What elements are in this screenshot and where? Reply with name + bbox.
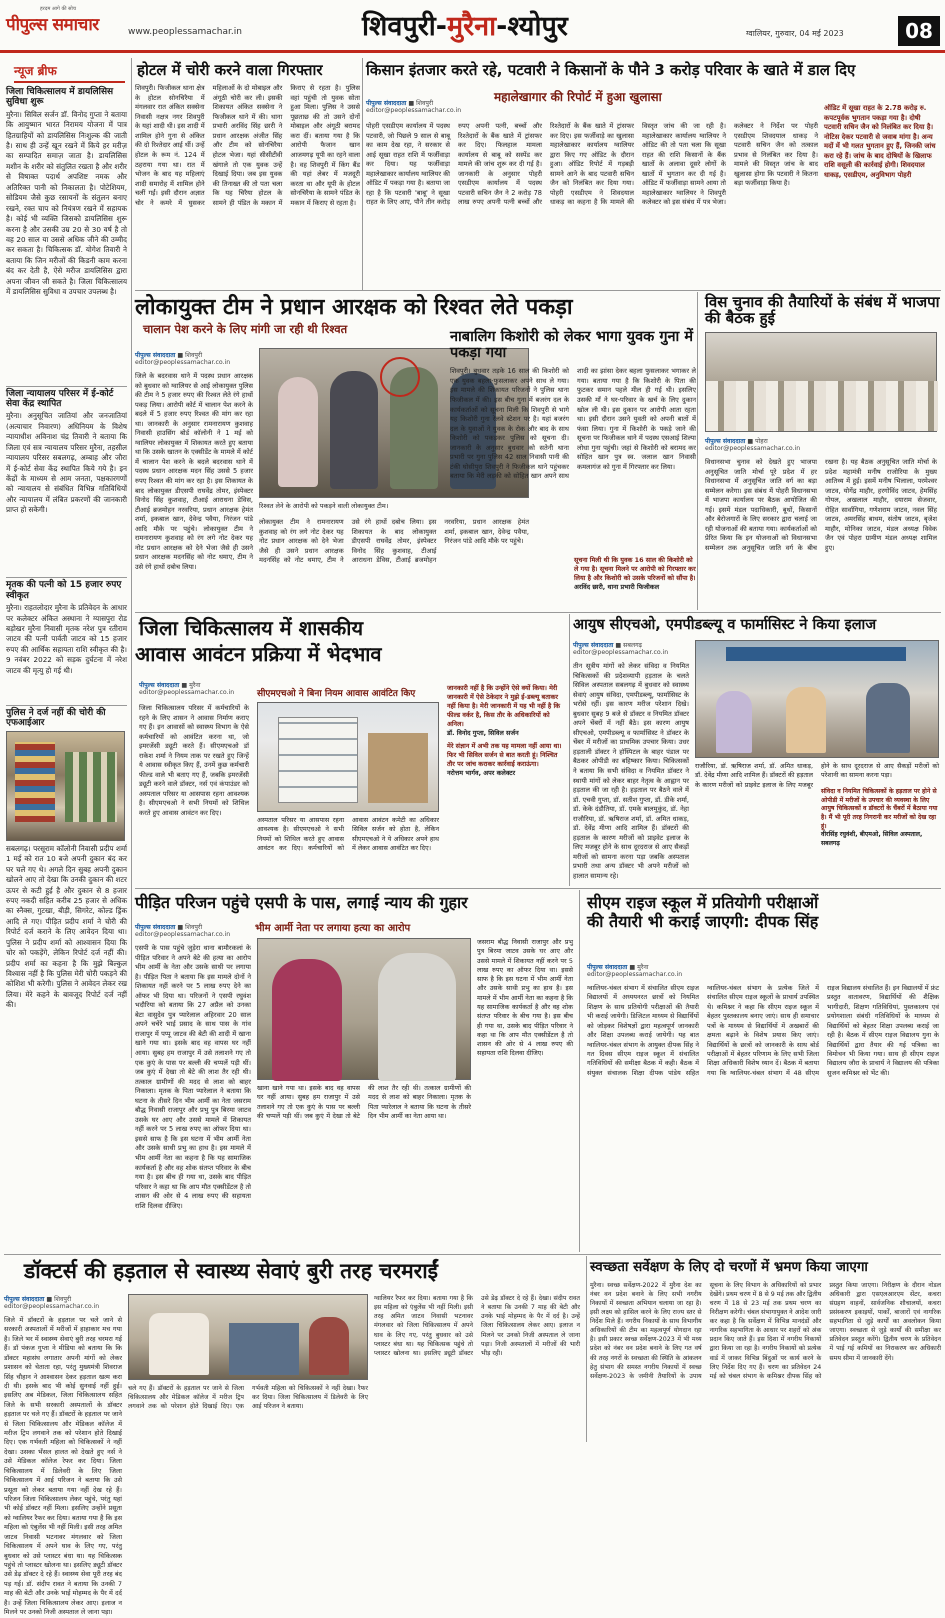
byline-label: पीपुल्स संवाददाता xyxy=(573,642,614,649)
logo-text: पीपुल्स समाचार xyxy=(6,15,99,35)
story-body-cont2: जसराम बौद्ध निवासी राजापुर और प्रभु पुत्र बिरमा जाटव उसके घर आए और उससे मामले में शिकायत नहीं करने पर 5 लाख रुपए का ऑफर दिया था। इससे साफ है कि इस घटना में भीम आर्मी नेता और उसके साथी प्रभु का हाथ है। इस मामले में भीम आर्मी नेता का कहना है कि यह सामाजिक कार्यकर्ता है और वह शोक संतप्त परिवार के बीच गया है। इस बीच ही गया था, उसके बाद पीड़ित परिवार ने कहा था कि आप मौत एक्सीडेंटल है तो शासन की ओर से 4 लाख रुपए की सहायता राशि दिलवा दीजिए। xyxy=(477,938,573,1058)
byline: पीपुल्स संवाददाता ■ मुरैना editor@peoplessamachar.co.in xyxy=(139,682,235,696)
logo xyxy=(6,6,126,46)
story-body: ग्वालियर-चंबल संभाग में संचालित सीएम राइज विद्यालयों में अध्ययनरत छात्रों को नियमित शिक्षण के साथ प्रतियोगी परीक्षाओं की तैयारी भी कराई जायेगी। डिजिटल माध्यम से विद्यार्थियों को जोड़कर विशेषज्ञों द्वारा महत्वपूर्ण जानकारी और शिक्षा उपलब्ध कराई जायेगी। यह बात ग्वालियर-चंबल संभाग के आयुक्त दीपक सिंह ने गत दिवस सीएम राइज स्कूल में संचालित गतिविधियों की समीक्षा बैठक में कही। बैठक में संयुक्त संचालक शिक्षा दीपक पांडेय सहित ग्वालियर-चंबल संभाग के प्रत्येक जिले में संचालित सीएम राइज स्कूलों के प्राचार्य उपस्थित थे। कमिश्नर ने कहा कि सीएम राइज स्कूल में बेहतर पुस्तकालय बनाए जाएं। साथ ही समाचार पत्रों के माध्यम से विद्यार्थियों में अखबारों की क्षमता बढ़ाने के विशेष प्रयास किए जाएं। विद्यार्थियों के छात्रों को जानकारी के साथ बोर्ड परीक्षाओं में बेहतर परिणाम के लिए सभी जिला शिक्षा अधिकारी विशेष ध्यान दें। बैठक में बताया गया कि ग्वालियर-चंबल संभाग में 48 सीएम राइज विद्यालय संचालित हैं। इन विद्यालयों में फ्रंट प्रस्तुत वातावरण, विद्यार्थियों की शैक्षिक भागीदारी, शिक्षण गतिविधियां, पुस्तकालय एवं प्रयोगशाला संबंधी गतिविधियों के माध्यम से विद्यार्थियों को बेहतर शिक्षा उपलब्ध कराई जा रही है। बैठक में सीएम राइज विद्यालय गुना के विद्यार्थियों द्वारा तैयार की गई पत्रिका का विमोचन भी किया गया। साथ ही सीएम राइज विद्यालय जौरा के प्राचार्य ने विद्यालय की पत्रिका सुजन कमिश्नर को भेंट की। xyxy=(587,984,939,1077)
headline: विस चुनाव की तैयारियों के संबंध में भाजपा की बैठक हुई xyxy=(705,293,940,328)
brief-item-title: जिला न्यायालय परिसर में ई-कोर्ट सेवा केंद्र स्थापित xyxy=(6,388,114,410)
story-cmrise xyxy=(583,890,941,1252)
story-body: एसपी के पास पहुंचे जुड़ेरा थाना बामौरकलां के पीड़ित परिवार ने अपने बेटे की हत्या का आरोप भीम आर्मी के नेता और उसके साथी पर लगाया है। पीड़ित पिता ने बताया कि इस मामले दोनों ने शिकायत नहीं करने पर 5 लाख रुपए देने का ऑफर भी दिया था। परिजनों ने एसपी रघुवंश भदौरिया को बताया कि 27 अप्रैल को उनका बेटा वासुदेव पुत्र प्यारेलाल अहिरवार 20 साल अपने चचेरे भाई प्रसाद के साथ पास के गांव राजापुर में पप्पू जाटव की बेटी की शादी में खाना खाने गया था। इसके बाद वह वापस घर नहीं आया। सुबह हम राजापुर में उसे तलाशने गए तो एक कुएं के पास पर बल्ली की चप्पलें पड़ी थीं। जब कुएं में देखा तो बेटे की लाश तैर रही थी। तत्काल ग्रामीणों की मदद से लाश को बाहर निकाला। मृतक के पिता प्यारेलाल ने बताया कि घटना के तीसरे दिन भीम आर्मी का नेता जसराम बौद्ध निवासी राजापुर और प्रभु पुत्र बिरमा जाटव उसके घर आए और उससे मामले में शिकायत नहीं करने पर 5 लाख रुपए का ऑफर दिया था। इससे साफ है कि इस घटना में भीम आर्मी नेता और उसके साथी प्रभु का हाथ है। इस मामले में भीम आर्मी नेता का कहना है कि यह सामाजिक कार्यकर्ता है और वह शोक संतप्त परिवार के बीच गया है। इस बीच ही गया था, उसके बाद पीड़ित परिवार ने कहा था कि आप मौत एक्सीडेंटल है तो शासन की ओर से 4 लाख रुपए की सहायता राशि दिलवा दीजिए। xyxy=(135,944,251,1210)
story-body-cont: चले गए हैं। डॉक्टरों के हड़ताल पर जाने से जिला चिकित्सालय और मेडिकल कॉलेज में मरीज ट्रिप लगवाने तक को परेशान होते दिखाई दिए। एक गर्भवती महिला को चिकित्सकों ने नहीं देखा। रैफर कर दिया। जिला चिकित्सालय में डिलेवरी के लिए आई परिजन ने बताया। xyxy=(128,1385,368,1411)
byline: पीपुल्स संवाददाता ■ सबलगढ़ editor@peoplessamachar.co.in xyxy=(573,642,669,656)
story-swachhata xyxy=(590,1256,941,1442)
headline: आयुष सीएचओ, एमपीडब्ल्यू व फार्मासिस्ट ने किया इलाज xyxy=(573,617,877,633)
byline-label: पीपुल्स संवाददाता xyxy=(139,682,180,689)
byline-label: पीपुल्स संवाददाता xyxy=(135,924,176,931)
website: www.peoplessamachar.in xyxy=(128,27,242,37)
column-rule xyxy=(697,292,698,610)
byline-label: पीपुल्स संवाददाता xyxy=(135,352,176,359)
byline-label: पीपुल्स संवाददाता xyxy=(4,1296,45,1303)
callout-sign: अरविंद छारी, थाना प्रभारी फिजीकल xyxy=(574,582,660,591)
brief-item-title: जिला चिकित्सालय में डायलिसिस सुविधा शुरू xyxy=(6,87,114,108)
ayush-hospital-photo xyxy=(695,640,939,758)
story-body-cont: खाना खाने गया था। इसके बाद वह वापस घर नहीं आया। सुबह हम राजापुर में उसे तलाशने गए तो एक कुएं के पास पर बल्ली की चप्पलें पड़ी थीं। जब कुएं में देखा तो बेटे की लाश तैर रही थी। तत्काल ग्रामीणों की मदद से लाश को बाहर निकाला। मृतक के पिता प्यारेलाल ने बताया कि घटना के तीसरे दिन भीम आर्मी का नेता आया था। xyxy=(257,1084,471,1120)
byline-email: editor@peoplessamachar.co.in xyxy=(587,971,683,978)
news-brief-label: न्यूज ब्रीफ xyxy=(14,62,125,83)
story-ayush xyxy=(573,614,941,886)
callout xyxy=(447,742,567,778)
masthead xyxy=(0,0,945,56)
callout-sign: डॉ. विनोद गुप्ता, सिविल सर्जन xyxy=(447,728,519,737)
headline: लोकायुक्त टीम ने प्रधान आरक्षक को रिश्वत लेते पकड़ा xyxy=(135,295,573,320)
byline-label: पीपुल्स संवाददाता xyxy=(366,100,407,107)
bjp-meeting-photo xyxy=(705,332,937,432)
byline-email: editor@peoplessamachar.co.in xyxy=(135,931,231,938)
byline-email: editor@peoplessamachar.co.in xyxy=(139,689,235,696)
byline-email: editor@peoplessamachar.co.in xyxy=(366,107,462,114)
date-line: ग्वालियर, गुरुवार, 04 मई 2023 xyxy=(746,29,844,38)
byline-place: मुरैना xyxy=(637,964,649,971)
headline: स्वच्छता सर्वेक्षण के लिए दो चरणों में भ्रमण किया जाएगा xyxy=(590,1259,868,1275)
subheadline: महालेखागार की रिपोर्ट में हुआ खुलासा xyxy=(494,90,662,104)
section-rule xyxy=(135,290,941,291)
story-patwari xyxy=(366,58,942,290)
brief-item xyxy=(6,705,127,1044)
section-rule xyxy=(135,612,941,613)
headline: पीड़ित परिजन पहुंचे एसपी के पास, लगाई न्याय की गुहार xyxy=(135,893,468,912)
story-body-cont: लोकायुक्त टीम ने रामनारायण कुशवाह को रंग लगे नोट देकर यह नोट प्रधान आरक्षक को देने भेजा जैसे ही उसने प्रधान आरक्षक मदनसिंह को नोट थमाए, टीम ने उसे रंगे हाथों दबोच लिया। इस शिकायत के बाद लोकायुक्त डीएसपी राघवेंद्र तोमर, इंस्पेक्टर विनोद सिंह कुशवाह, टीआई आराधना डेविस, टीआई ब्रजमोहन नरवरिया, प्रधान आरक्षक हेमंत शर्मा, इकबाल खान, देवेन्द्र पवैया, निरंजन पांडे आदि मौके पर पहुंचे। xyxy=(259,518,529,565)
brief-item-body: मुरैना। सिविल सर्जन डॉ. विनोद गुप्ता ने बताया कि आयुष्मान भारत निरामय योजना में पात्र हितग्राहियों को डायलिसिस निःशुल्क की जाती है। साथ ही उन्हें खून रखने में किये हर मरीज़ का सम्पादित समाज़ जाता है। डायलिसिस मशीन के शरीर को संतुलित रखता है और शरीर से विषाक्त पदार्थ अपशिष्ट नमक और अतिरिक्त पानी को निकालता है। पोटेशियम, सोडियम जैसे कुछ रसायनों के संतुलन बनाए रखने, रक्त चाप को नियंत्रण रखने में सहायक है। कोई भी व्यक्ति जिसको डायलिसिस शुरू करना है और उसकी उम्र 20 से 30 वर्ष है तो वह 20 साल या उससे अधिक जीने की उम्मीद कर सकता है। चिकित्सक डॉ. योगेश तिवारी ने बताया कि जिन मरीजों की किडनी काम करना बंद कर देती है, ऐसे मरीज डायलिसिस द्वारा अपना जीवन जी सकते है। जिला चिकित्सालय में डायलिसिस सुविधा व उपचार उपलब्ध है। xyxy=(6,109,127,297)
brief-item-title: मृतक की पत्नी को 15 हजार रुपए स्वीकृत xyxy=(6,580,122,601)
headline: नाबालिग किशोरी को लेकर भागा युवक गुना में पकड़ा गया xyxy=(450,329,694,361)
doctors-hospital-photo xyxy=(128,1294,368,1380)
story-nabalig xyxy=(450,330,696,610)
section-title-part2: मुरैना xyxy=(446,11,497,42)
byline: पीपुल्स संवाददाता ■ पोहरा editor@peoplessamachar.co.in xyxy=(705,438,801,452)
byline-email: editor@peoplessamachar.co.in xyxy=(705,445,801,452)
byline-label: पीपुल्स संवाददाता xyxy=(587,964,628,971)
photo-caption: रिश्वत लेने के आरोपी को पकड़ने वाली लोकायुक्त टीम। xyxy=(259,502,389,510)
section-title-part3: -श्योपुर xyxy=(496,11,568,42)
brief-item-body: मुरैना। अनुसूचित जातियां और जनजातियां (अत्याचार निवारण) अधिनियम के विशेष न्यायाधीश अविनाश चंद्र तिवारी ने बताया कि जिला एवं सत्र न्यायालय परिसर मुरैना, तहसील न्यायालय परिसर सबलगढ़, अम्बाह और जौरा में ई-कोर्ट सेवा केंद्र स्थापित किये गये है। इन केंद्रों के माध्यम से आम जनता, पक्षकारगणों को न्यायालय से संबंधित विभिन्न गतिविधियों और न्यायालय में लंबित प्रकरणों की जानकारी प्राप्त हो सकेगी। xyxy=(6,411,127,515)
headline-line2: की तैयारी भी कराई जाएगी: दीपक सिंह xyxy=(587,912,819,932)
byline-place: सबलगढ़ xyxy=(623,642,643,649)
callout-text: जानकारी नहीं है कि उन्होंने ऐसे क्यों किया। मेरी जानकारी में ऐसे ठेकेदार ने मुझे ई-डब्ल्यू बताकर नहीं किया है। मेरी जानकारी में यह भी नहीं है कि फील्ड वर्कर है, किस तौर के अधिकारियों को अनिल। xyxy=(447,684,561,728)
headline: किसान इंतजार करते रहे, पटवारी ने किसानों के पौने 3 करोड़ परिवार के खाते में डाल दिए xyxy=(366,61,856,79)
byline-place: शिवपुरी xyxy=(185,352,203,359)
masthead-rule xyxy=(0,50,945,53)
byline-email: editor@peoplessamachar.co.in xyxy=(135,359,231,366)
column-rule xyxy=(579,890,580,1252)
awas-building-photo xyxy=(257,702,439,812)
awas-callouts xyxy=(447,684,567,884)
byline-place: मुरैना xyxy=(189,682,201,689)
byline-email: editor@peoplessamachar.co.in xyxy=(573,649,669,656)
byline: पीपुल्स संवाददाता ■ शिवपुरी editor@peoplessamachar.co.in xyxy=(4,1296,100,1310)
story-body: जिला चिकित्सालय परिसर में कर्मचारियों के रहने के लिए शासन ने आवास निर्माण कराए गए हैं। इन आवासों को स्वास्थ्य विभाग के ऐसे कर्मचारियों को आवंटित करना था, जो इमरजेंसी ड्यूटी करते हैं। सीएमएचओ डॉ राकेश शर्मा ने नियम ताक पर रखते हुए जिन्हें ये आवास स्वीकृत किए हैं, उनमें कुछ कर्मचारी फील्ड वाले भी बताए गए हैं, जबकि इमरजेंसी ड्यूटी करने वाले डॉक्टर, नर्स एवं कंपाउंडर को अस्पताल परिसर या आसपास रहना आवश्यक है। सीएमएचओ ने सभी नियमों को शिथिल करते हुए आवास आवंटन कर दिए। xyxy=(139,704,249,818)
callout xyxy=(574,556,696,592)
peedit-family-photo xyxy=(257,938,471,1080)
section-rule xyxy=(135,888,941,889)
byline-email: editor@peoplessamachar.co.in xyxy=(4,1303,100,1310)
news-brief xyxy=(4,58,129,1058)
story-hotel xyxy=(135,58,360,290)
shop-theft-photo xyxy=(6,731,125,841)
story-body: शिवपुरी। फिजीकल थाना क्षेत्र के होटल सोनचिरैया में मंगलवार रात अंकित सक्सेना निवासी नक्षत्र नगर शिवपुरी के यहां शादी थी। इस शादी में शामिल होने गुना से अंकित की दो रिश्तेदार आई थीं। उन्हें होटल के रूम नं. 124 में ठहराया गया था। रात में भोजन के बाद यह महिलाएं शादी समारोह में शामिल होने चलीं गईं। इसी दौरान अज्ञात चोर ने कमरे में घुसकर महिलाओं के दो मोबाइल और अंगूठी चोरी कर ली। इसकी शिकायत अंकित सक्सेना ने फिजीकल थाने में की। थाना प्रभारी अरविंद सिंह छारी ने प्रधान आरक्षक अंजीत सिंह और टीम को सोनचिरैया होटल भेजा। यहां सीसीटीवी खंगाले तो एक युवक उन्हें दिखाई दिया। जब इस युवक की तिनाख्त की तो पता चला कि यह चिरैया होटल के सामने ही पंडित के मकान में किराए से रहता है। पुलिस वहां पहुंची तो युवक सोता हुआ मिला। पुलिस ने उससे पूछताछ की तो उसने दोनों मोबाइल और अंगूठी बरामद करा दीं। बताया गया है कि आरोपी फैजान खान आजमगढ़ यूपी का रहने वाला है। वह शिवपुरी में किंग बैंड की यहां लेबर में मजदूरी करता था और यूपी के होटल सोनचिरैया के सामने पंडित के मकान में किराए से रहता है। xyxy=(135,84,360,207)
subheadline: भीम आर्मी नेता पर लगाया हत्या का आरोप xyxy=(255,923,411,934)
headline-line2: आवास आवंटन प्रक्रिया में भेदभाव xyxy=(135,641,382,666)
headline: डॉक्टर्स की हड़ताल से स्वास्थ्य सेवाएं बुरी तरह चरमराईं xyxy=(24,1259,438,1283)
column-rule xyxy=(362,58,363,290)
story-body-cont: अस्पताल परिसर या आसपास रहना आवश्यक है। सीएमएचओ ने सभी नियमों को शिथिल करते हुए आवास आवंटन कर दिए। कर्मचारियों को आवास आवंटन कमेटी का अधिकार सिविल सर्जन को होता है, लेकिन सीएमएचओ ने ये अधिकार अपने हाथ में लेकर आवास आवंटित कर दिए। xyxy=(257,816,439,852)
story-awas xyxy=(135,614,445,886)
callout-sign: नरोत्तम भार्गव, अपर कलेक्टर xyxy=(447,768,516,777)
byline-place: शिवपुरी xyxy=(416,100,434,107)
subheadline: सीएमएचओ ने बिना नियम आवास आवंटित किए xyxy=(257,689,416,699)
byline-place: पोहरा xyxy=(755,438,768,445)
subheadline: चालान पेश करने के लिए मांगी जा रही थी रिश्वत xyxy=(143,321,348,336)
brief-item-title: पुलिस ने दर्ज नहीं की चोरी की एफआईआर xyxy=(6,708,106,729)
byline: पीपुल्स संवाददाता ■ शिवपुरी editor@peoplessamachar.co.in xyxy=(135,924,231,938)
logo-tagline: हरदम आगे की सोच xyxy=(40,6,77,12)
story-body: मुरैना। स्वच्छ सर्वेक्षण-2022 में मुरैना देश का नंबर वन प्रदेश बनाने के लिए सभी नगरीय निकायों में स्वच्छता अभियान चलाया जा रहा है। इसी लक्ष्य को हासिल करने के लिए राज्य स्तर से निर्देश मिले हैं। नगरीय निकायों के साथ विभागीय अधिकारियों की टीम का महत्वपूर्ण योगदान रहा है। इसी प्रकार स्वच्छ सर्वेक्षण-2023 में भी मध्य प्रदेश को नंबर वन प्रदेश बनाने के लिए गत वर्ष की तरह नगरों के स्वच्छता की स्थिति के आंकलन हेतु संभाग की समस्त नगरीय निकायों में स्वच्छ सर्वेक्षण-2023 के जमीनी तैयारियों के उपाय सूचना के लिए विभाग के अधिकारियों को प्रभार देखेंगे। प्रथम चरण में 8 से 9 मई तक और द्वितीय चरण में 18 से 23 मई तक प्रथम चरण का निरीक्षण करेगी। चंबल संभागायुक्त ने आदेश जारी कर कहा है कि सर्वेक्षण में विभिन्न मानदंडों और नागरिक सहभागिता के आधार पर शहरों को अंक प्रदान किए जाते हैं। इस दिशा में नगरीय निकायों द्वारा किया जा रहा है। नगरीय निकायों को प्रत्येक वार्ड में जाकर विभिन्न बिंदुओं पर कार्य करने के लिए निर्देश दिए गए हैं। चरण का प्रतिवेदन 24 मई को चंबल संभाग के कमिश्नर दीपक सिंह को प्रस्तुत किया जाएगा। निरीक्षण के दौरान नोडल अधिकारी द्वारा एसएलआरएम सेंटर, कचरा संग्रहण वाहनों, सार्वजनिक शौचालयों, कचरा प्रसंस्करण इकाइयों, पार्कों, बाजारों एवं नागरिक सहभागिता से जुड़े कार्यों का अवलोकन किया जाएगा। स्वच्छता से जुड़े कार्यों की समीक्षा कर प्रतिवेदन प्रस्तुत करेंगे। द्वितीय चरण के प्रतिवेदन में पाई गई कमियों का निराकरण कर अधिकारी समय सीमा में जानकारी देंगे। xyxy=(590,1281,941,1380)
story-peedit xyxy=(135,890,575,1252)
callout-text: संविदा व नियमित चिकित्सकों के हड़ताल पर होने से ओपीडी में मरीजों के उपचार की व्यवस्था के लिए आयुष चिकित्सकों व डॉक्टरों के चैंबरों में बैठाया गया है। मैं भी पूरी तरह निगरानी कर मरीजों को देख रहा हूं। xyxy=(821,788,938,830)
headline-line1: सीएम राइज स्कूल में प्रतियोगी परीक्षाओं xyxy=(587,893,819,912)
callout-sign: वीरसिंह रघुवंशी, बीएमओ, सिविल अस्पताल, सबलगढ़ xyxy=(821,831,923,848)
callout xyxy=(447,684,567,738)
headline-line1: जिला चिकित्सालय में शासकीय xyxy=(139,616,364,640)
story-body-col1: जिले के बदरवास थाने में पदस्थ प्रधान आरक्षक को बुधवार को ग्वालियर से आई लोकायुक्त पुलिस की टीम ने 5 हजार रुपए की रिश्वत लेते रंगे हाथों पकड़ लिया। आरोपी कोर्ट में चालान पेश करने के बदले में 5 हजार रुपए रिश्वत की मांग कर रहा था। जानकारी के अनुसार रामनारायण कुशवाह निवासी हाउसिंग बोर्ड कॉलोनी ने 1 मई को ग्वालियर लोकायुक्त में शिकायत करते हुए बताया था कि उसके खातन के एक्सीडेंट के मामले में कोर्ट में चालान पेश करने के बदले बदरवास थाने में पदस्थ प्रधान आरक्षक मदन सिंह उससे 5 हजार रुपए रिश्वत की मांग कर रहा है। इस शिकायत के बाद लोकायुक्त डीएसपी राघवेंद्र तोमर, इंस्पेक्टर विनोद सिंह कुशवाह, टीआई आराधना डेविस, टीआई ब्रजमोहन नरवरिया, प्रधान आरक्षक हेमंत शर्मा, इकबाल खान, देवेन्द्र पवैया, निरंजन पांडे आदि मौके पर पहुंचे। लोकायुक्त टीम ने रामनारायण कुशवाह को रंग लगे नोट देकर यह नोट प्रधान आरक्षक को देने भेजा जैसे ही उसने प्रधान आरक्षक मदनसिंह को नोट थमाए, टीम ने उसे रंगे हाथों दबोच लिया। xyxy=(135,372,253,571)
story-body: तीन सूत्रीय मांगों को लेकर संविदा व नियमित चिकित्सकों की प्रदेशव्यापी हड़ताल के चलते सिविल अस्पताल सबलगढ़ में बुधवार को स्वास्थ्य सेवाएं आयुष संविदा, एमपीडब्ल्यू, फार्मासिस्ट के भरोसे रहीं। इस कारण मरीज परेशान दिखे। बुधवार सुबह 9 बजे से डॉक्टर व नियमित डॉक्टर अपने चेंबरों में नहीं बैठे। इस कारण आयुष सीएचओ, एमपीडब्ल्यू व फार्मासिस्ट ने डॉक्टर के चेंबर में मरीजों का प्राथमिक उपचार किया। उधर हड़ताली डॉक्टर ने हॉस्पिटल के बाहर पंडाल पर बैठकर ओपीडी का बहिष्कार किया। चिकित्सकों ने बताया कि सभी संविदा व नियमित डॉक्टर ने स्थायी मांगों को लेकर बाहर नेतृत्व के आह्वान पर हड़ताल की जा रही है। हड़ताल पर बैठने वाले में डॉ. एचवी गुप्ता, डॉ. सतीश गुप्ता, डॉ. डीके शर्मा, डॉ. केके दंडौतिया, डॉ. एमके बालमुकुंद, डॉ. नेहा राजौरिया, डॉ. ऋषिराज शर्मा, डॉ. अमित धाकड़, डॉ. देवेंद्र मीणा आदि शामिल हैं। डॉक्टरों की हड़ताल के कारण मरीजों को प्राइवेट इलाज के लिए मजबूर होने के साथ दूरदराज से आए सैकड़ों मरीजों को सामना करना पड़ा जबकि अस्पताल प्रभारी तथा अन्य डॉक्टर भी अपने मरीजों को हालात सामान्य रहे। xyxy=(573,662,689,881)
page-number: 08 xyxy=(898,16,940,46)
story-body-cont2: ग्वालियर रैफर कर दिया। बताया गया है कि इस महिला को एंबुलेंस भी नहीं मिली। इसी तरह अमित जाटव निवासी भटनावर मंगलवार को जिला चिकित्सालय में अपने घाव के लिए गए, परंतु बुधवार को उसे प्लास्टर बंधा था। यह चिकित्सक पहुंचे तो प्लास्टर खोलना था। इसलिए ड्यूटी डॉक्टर उसे डेढ़ डॉक्टर दे रहे हैं। देखा। संदीप रावत ने बताया कि उनकी 7 माह की बेटी और उनके भाई मोहम्मद के पैर में दर्द है। उन्हें जिला चिकित्सालय लेकर आए। इलाज न मिलने पर उनको निजी अस्पताल ले जाना पड़ा। निजी अस्पतालों में मरीजों की भारी भीड़ रही। xyxy=(374,1295,580,1357)
headline: होटल में चोरी करने वाला गिरफ्तार xyxy=(137,61,323,79)
brief-item xyxy=(6,386,127,574)
column-rule xyxy=(131,58,132,1058)
story-bjp xyxy=(701,292,941,610)
column-rule xyxy=(586,1256,587,1442)
section-rule xyxy=(4,1254,941,1255)
section-title-part1: शिवपुरी- xyxy=(362,11,447,42)
byline-place: शिवपुरी xyxy=(54,1296,72,1303)
story-body: जिले में डॉक्टरों के हड़ताल पर चले जाने से सरकारी अस्पतालों में मरीजों में हाहाकार मच गया है। जिले भर में स्वास्थ्य सेवाएं बुरी तरह चरमरा गई हैं। डॉ पंकज गुप्ता ने मीडिया को बताया कि कि डॉक्टर महासंघ लगातार अपनी मांगों को लेकर प्रशासन को चेताता रहा, परंतु मुख्यमंत्री शिवराज सिंह चौहान ने आश्वासन देकर हड़ताल खत्म करा दी थी। इसके बाद भी कोई सुनवाई नहीं हुई। इसलिए अब मेडिकल, जिला चिकित्सालय सहित जिले के सभी सरकारी अस्पतालों के डॉक्टर हड़ताल पर चले गए हैं। डॉक्टरों के हड़ताल पर जाने से जिला चिकित्सालय और मेडिकल कॉलेज में मरीज ट्रिप लगवाने तक को परेशान होते दिखाई दिए। एक गर्भवती महिला को चिकित्सकों ने नहीं देखा। उसका भँसल हालत को देखते हुए नर्स ने उसे मेडिकल कॉलेज रेफर कर दिया। जिला चिकित्सालय में डिलेवरी के लिए जिला चिकित्सालय में आई परिजन ने बताया कि उसे प्रसूता को लेकर बताया गया नहीं देख रहे हैं। परिजन जिला चिकित्सालय लेकर पहुंचे, परंतु यहां भी कोई डॉक्टर नहीं मिला। इसलिए उन्होंने प्रसूता को ग्वालियर रैफर कर दिया। बताया गया है कि इस महिला को एंबुलेंस भी नहीं मिली। इसी तरह अमित जाटव निवासी भटनावर मंगलवार को जिला चिकित्सालय में अपने घाव के लिए गए, परंतु बुधवार को उसे प्लास्टर बंधा था। यह चिकित्सक पहुंचे तो प्लास्टर खोलना था। इसलिए ड्यूटी डॉक्टर उसे डेढ़ डॉक्टर दे रहे हैं। स्वास्थ्य सेवा पूरी तरह बंद पड़ गई। डॉ. संदीप रावत ने बताया कि उनकी 7 माह की बेटी और उनके भाई मोहम्मद के पैर में दर्द है। उन्हें जिला चिकित्सालय लेकर आए। इलाज न मिलने पर उनको निजी अस्पताल ले जाना पड़ा। xyxy=(4,1316,122,1617)
story-doctors xyxy=(4,1256,582,1617)
story-body: पोहरी एसडीएम कार्यालय में पदस्थ पटवारी, जो पिछले 9 साल से बाबू का काम देख रहा, ने सरकार से आई सूखा राहत राशि में फर्जीवाड़ा कर दिया। यह फर्जीवाड़ा महालेखाकार कार्यालय ग्वालियर की ऑडिट में पकड़ा गया है। बताया जा रहा है कि पटवारी 'बाबू' ने सूखा राहत के लिए आए, पौने तीन करोड़ रुपए अपनी पत्नी, बच्चों और रिश्तेदारों के बैंक खाते में ट्रांसफर कर दिए। फिलहाल मामला कार्यालय से बाबू को सस्पेंड कर मामले की जांच शुरू कर दी गई है। जानकारी के अनुसार पोहरी एसडीएम कार्यालय में पदस्थ पटवारी सचिन जैन ने 2 करोड़ 78 लाख रुपए अपनी पत्नी बच्चों और रिश्तेदारों के बैंक खाते में ट्रांसफर कर दिए। इस फर्जीवाड़े का खुलासा महालेखाकार कार्यालय ग्वालियर द्वारा किए गए ऑडिट के दौरान हुआ। ऑडिट रिपोर्ट में गड़बड़ी सामने आने के बाद पटवारी सचिन जैन को निलंबित कर दिया गया। पोहरी एसडीएम ने शिवदयाल धाकड़ का कहना है कि मामले की विस्तृत जांच की जा रही है। महालेखाकार कार्यालय ग्वालियर ने ऑडिट की तो पता चला कि सूखा राहत की राशि किसानों के बैंक खातों के अलावा दूसरे लोगों के खातों में भुगतान कर दी गई है। ऑडिट में फर्जीवाड़ा सामने आया तो महालेखाकार ग्वालियर ने शिवपुरी कलेक्टर को इस संबंध में पत्र भेजा। कलेक्टर ने निर्देश पर पोहरी एसडीएम शिवदयाल धाकड़ ने पटवारी सचिन जैन को तत्काल प्रभाव से निलंबित कर दिया है। मामले की विस्तृत जांच के बाद खुलासा होगा कि पटवारी ने कितना बड़ा फर्जीवाड़ा किया है। xyxy=(366,122,818,207)
brief-item xyxy=(6,577,127,701)
byline: पीपुल्स संवाददाता ■ शिवपुरी editor@peoplessamachar.co.in xyxy=(135,352,231,366)
brief-item xyxy=(6,87,127,382)
story-body: विधानसभा चुनाव को देखते हुए भाजपा अनुसूचित जाति मोर्चा पूरे प्रदेश में हर विधानसभा में अनुसूचित जाति वर्ग का बड़ा सम्मेलन करेगा। इस संबंध में पोहरी विधानसभा में भाजपा कार्यालय पर बैठक आयोजित की गई। इसमें मंडल पदाधिकारी, बूथों, किसानों और बेरोजगारों के लिए सरकार द्वारा चलाई जा रही योजनाओं की बताया गया। कार्यकर्ताओं को प्रेरित किया कि इन योजनाओं को विधानसभा सम्मेलन तक अनुसूचित जाति वर्ग के बीच रखना है। यह बैठक अनुसूचित जाति मोर्चा के प्रदेश महामंत्री मनीष राजोरिया के मुख्य आतिथ्य में हुई। इसमें मनीष भिलाला, परमेश्वर जाटव, योगेंद्र माहौर, हरगोविंद जाटव, हेमसिंह गोयल, अखलाल माहौर, दयाराम सेजवार, रोहित सार्वागिया, गणेशराम जाटव, नवल सिंह जाटव, अमरसिंह बाथम, संतोष जाटव, बृजेश माहौर, मोनिका जाटव, मंडल अध्यक्ष विवेक जैन एवं पोहरा ग्रामीण मंडल अध्यक्ष शामिल हुए। xyxy=(705,458,937,552)
byline-place: शिवपुरी xyxy=(185,924,203,931)
brief-item-body: मुरैना। राहतलोदार मुरैना के प्रतिवेदन के आधार पर कलेक्टर अंकित अस्थाना ने ग्यासपुरा रोड बड़ोखर मुरैना निवासी मृतक नरेश पुत्र रतीराम जाटव की पत्नी पार्वती जाटव को 15 हजार रुपए की आर्थिक सहायता राशि स्वीकृत की है। 9 नवंबर 2022 को सड़क दुर्घटना में नरेश जाटव की मृत्यु हो गई थी। xyxy=(6,603,127,675)
callout-text: सूचना मिली थी कि युवक 16 साल की किशोरी को ले गया है। सूचना मिलने पर आरोपी को गिरफ्तार कर लिया है और किशोरी को उसके परिजनों को सौंपा है। xyxy=(574,556,696,582)
story-body: शिवपुरी। बुधवार तड़के 16 साल की किशोरी को एक युवक बहला-फुसलाकर अपने साथ ले गया। इस मामले की शिकायत परिजनों ने पुलिस थाना फिजीकल में की। इस बीच गुना में बजरंग दल के कार्यकर्ताओं को सूचना मिली कि शिवपुरी से भागे यह किशोरी गुना रेलवे स्टेशन पर है। यहां बजरंग दल के युवाओं ने युवक के रोक और बाद के साथ किशोरी को पकड़कर पुलिस को सूचना दी। जानकारी के अनुसार बुधवार को सतेनी थाना प्रभारी पर गुना पुलिस 42 साल निवासी पानी की टंकी घोसीपुरा शिवपुरी ने फिजीकल थाने पहुंचकर बताया कि मेरी लड़की को सोहित खान अपने साथ शादी का झांसा देकर बहला फुसलाकर भगाकर ले गया। बताया गया है कि किशोरी के पिता की फुटकर समान पहले मील ही गई थी। इसलिए उसकी माँ ने घर-परिवार के खर्च के लिए दुकान खोल ली थी। इस दुकान पर आरोपी आता रहता था। इसी दौरान उसने युवती को अपनी बातों में फंसा लिया। गुना में किशोरी के पकड़े जाने की सूचना पर फिजीकल थाने में पदस्थ एसआई शिल्पा लोधा गुना पहुंची। जहां से किशोरी को बरामद कर सोहित खान पुत्र स्व. जलाल खान निवासी कमलागंज को गुना में गिरफ्तार कर लिया। xyxy=(450,367,696,481)
story-body-cont: राजौरिया, डॉ. ऋषिराज शर्मा, डॉ. अमित धाकड़, डॉ. देवेंद्र मीणा आदि शामिल हैं। डॉक्टरों की हड़ताल के कारण मरीजों को प्राइवेट इलाज के लिए मजबूर होने के साथ दूरदराज से आए सैकड़ों मरीजों को परेशानी का सामना करना पड़ा। xyxy=(695,762,939,789)
byline: पीपुल्स संवाददाता ■ मुरैना editor@peoplessamachar.co.in xyxy=(587,964,683,978)
byline: पीपुल्स संवाददाता ■ शिवपुरी editor@peoplessamachar.co.in xyxy=(366,100,462,114)
column-rule xyxy=(569,614,570,886)
callout xyxy=(821,788,939,849)
callout-text: मेरे संज्ञान में अभी तक यह मामला नहीं आया था। फिर भी सिविल सर्जन से बात करती हूं। निश्चित तौर पर जांच कराकर कार्रवाई कराऊंगा। xyxy=(447,741,562,768)
section-title xyxy=(362,6,652,48)
byline-label: पीपुल्स संवाददाता xyxy=(705,438,746,445)
callout: ऑडिट में सूखा राहत के 2.78 करोड़ रु. कपटपूर्वक भुगतान पकड़ा गया है। दोषी पटवारी सचिन जैन को निलंबित कर दिया है। नोटिस देकर पटवारी से जवाब मांगा है। अन्य मदों में भी गलत भुगतान हुए हैं, जिनकी जांच करा रहे हैं। जांच के बाद दोषियों के खिलाफ राशि वसूली की कार्रवाई होगी। शिवदयाल धाकड़, एसडीएम, अनुविभाग पोहरी xyxy=(824,104,936,179)
brief-item-body: सबलगढ़। परसूराम कॉलोनी निवासी प्रदीप शर्मा 1 मई को रात 10 बजे अपनी दुकान बंद कर घर चले गए थे। अगले दिन सुबह अपनी दुकान खोलने आए तो देखा कि उनकी दुकान की शटर ऊपर से कटी हुई है और दुकान से 8 हजार रुपए नकदी सहित करीब 25 हजार से अधिक का स्नैक्स, गुटखा, बीड़ी, सिगरेट, कोल्ड ड्रिंक आदि ले गए। पीड़ित प्रदीप शर्मा ने चोरी की रिपोर्ट दर्ज कराने के लिए आवेदन दिया था। पुलिस ने प्रदीप शर्मा को आश्वासन दिया कि चोर को पकड़ेंगे, लेकिन रिपोर्ट दर्ज नहीं की। प्रदीप शर्मा का कहना है कि मुझे बिल्कुल विश्वास नहीं है कि पुलिस मेरी चोरी पकड़ने की कोशिश भी करेगी। पुलिस ने आवेदन लेकर रख लिया। मेरे कहने के बावजूद रिपोर्ट दर्ज नहीं की। xyxy=(6,843,127,1010)
